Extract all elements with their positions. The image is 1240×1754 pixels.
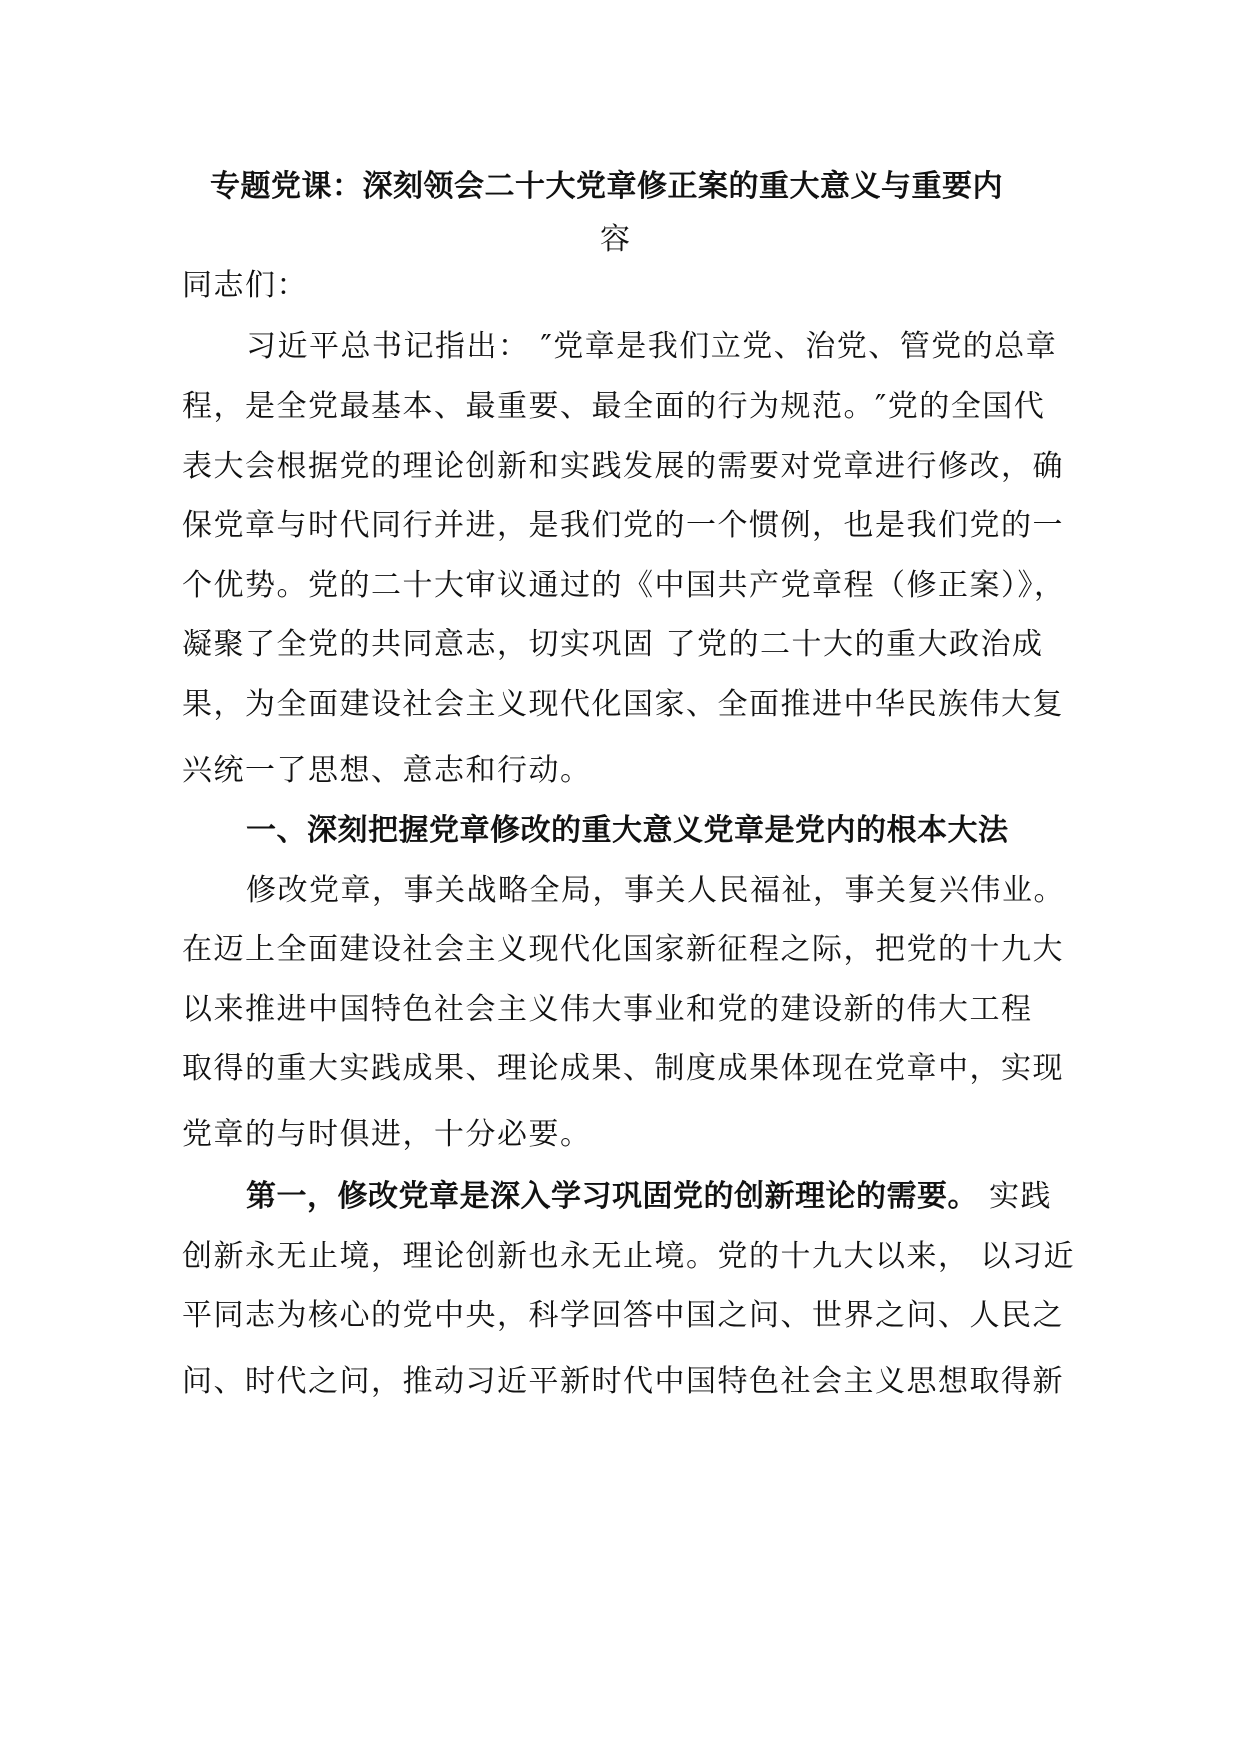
paragraph-line: 保党章与时代同行并进，是我们党的一个惯例，也是我们党的一 [182,508,1064,543]
paragraph-line: 以来推进中国特色社会主义伟大事业和党的建设新的伟大工程 [182,992,1033,1027]
paragraph-line: 在迈上全面建设社会主义现代化国家新征程之际，把党的十九大 [182,932,1064,967]
paragraph-line: 兴统一了思想、意志和行动。 [182,753,592,788]
paragraph-line: 创新永无止境，理论创新也永无止境。党的十九大以来， 以习近 [182,1239,1076,1274]
document-title-continuation: 容 [600,222,630,257]
document-title: 专题党课：深刻领会二十大党章修正案的重大意义与重要内 [210,169,1003,204]
section-heading: 一、深刻把握党章修改的重大意义党章是党内的根本大法 [246,813,1009,848]
paragraph-lead-bold: 第一，修改党章是深入学习巩固党的创新理论的需要。 [246,1179,978,1214]
paragraph-line: 习近平总书记指出： ″党章是我们立党、治党、管党的总章 [246,329,1058,364]
paragraph-lead-rest: 实践 [978,1179,1053,1214]
paragraph-line: 凝聚了全党的共同意志，切实巩固 了党的二十大的重大政治成 [182,627,1044,662]
paragraph-line: 表大会根据党的理论创新和实践发展的需要对党章进行修改，确 [182,449,1064,484]
paragraph-line: 修改党章，事关战略全局，事关人民福祉，事关复兴伟业。 [246,873,1065,908]
paragraph-line: 程，是全党最基本、最重要、最全面的行为规范。″党的全国代 [182,389,1046,424]
paragraph-line: 果，为全面建设社会主义现代化国家、全面推进中华民族伟大复 [182,687,1064,722]
paragraph-line: 党章的与时俱进，十分必要。 [182,1117,592,1152]
paragraph-line: 个优势。党的二十大审议通过的《中国共产党章程（修正案）》， [182,568,1066,603]
paragraph-line-with-lead [246,1177,1052,1217]
salutation: 同志们： [182,268,308,303]
paragraph-line: 问、时代之问，推动习近平新时代中国特色社会主义思想取得新 [182,1364,1064,1399]
paragraph-line: 取得的重大实践成果、理论成果、制度成果体现在党章中，实现 [182,1051,1064,1086]
paragraph-line: 平同志为核心的党中央，科学回答中国之问、世界之问、人民之 [182,1298,1064,1333]
